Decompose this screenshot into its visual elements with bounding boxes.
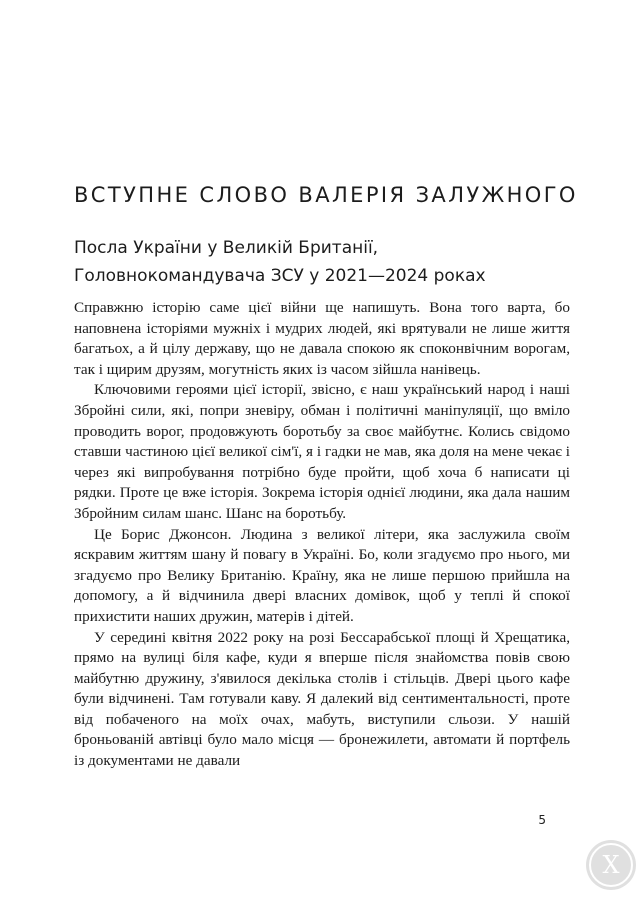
paragraph-1: Справжню історію саме цієї війни ще напишуть. Вона того варта, бо наповнена історіями мужніх і мудрих людей, які врятували не лише життя багатьох, а й цілу державу, що не давала спокою як споконвічним ворогам, так і щирим друзям, могутність яких із часом зійшла нанівець. [74,299,570,378]
chapter-title: ВСТУПНЕ СЛОВО ВАЛЕРІЯ ЗАЛУЖНОГО [74,183,578,207]
watermark-x-icon [586,840,636,890]
paragraph-2: Ключовими героями цієї історії, звісно, є наш український народ і наші Збройні сили, які, попри зневіру, обман і політичні маніпуляції, що вміло проводить ворог, продовжують боротьбу за своє майбутнє. Колись свідомо ставши частиною цієї великої сім'ї, я і гадки не мав, яка доля на мене чекає і через які випробування потрібно буде пройти, щоб хоча б написати ці рядки. Проте це вже історія. Зокрема історія однієї людини, яка дала нашим Збройним силам шанс. Шанс на боротьбу. [74,381,570,522]
subtitle-line-1: Посла України у Великій Британії, [74,238,379,258]
paragraph-4: У середині квітня 2022 року на розі Бессарабської площі й Хрещатика, прямо на вулиці біля кафе, куди я вперше після знайомства повів свою майбутню дружину, з'явилося декілька столів і стільців. Двері цього кафе були відчинені. Там готували каву. Я далекий від сентиментальності, проте від побаченого на моїх очах, мабуть, виступили сльози. У нашій броньованій автівці було мало місця — бронежилети, автомати й портфель із документами не давали [74,628,570,770]
subtitle-line-2: Головнокомандувача ЗСУ у 2021—2024 роках [74,266,486,286]
watermark-logo-icon [586,840,636,890]
paragraph-3: Це Борис Джонсон. Людина з великої літери, яка заслужила своїм яскравим життям шану й повагу в Україні. Бо, коли згадуємо про нього, ми згадуємо про Велику Британію. Країну, яка не лише першою прийшла на допомогу, а й відчинила двері власних домівок, щоб у теплі й спокої прихистити наших дружин, матерів і дітей. [74,525,570,625]
svg-text:X: X [602,851,620,879]
chapter-subtitle [74,234,554,290]
body-text [74,298,570,772]
page-number: 5 [538,813,546,827]
